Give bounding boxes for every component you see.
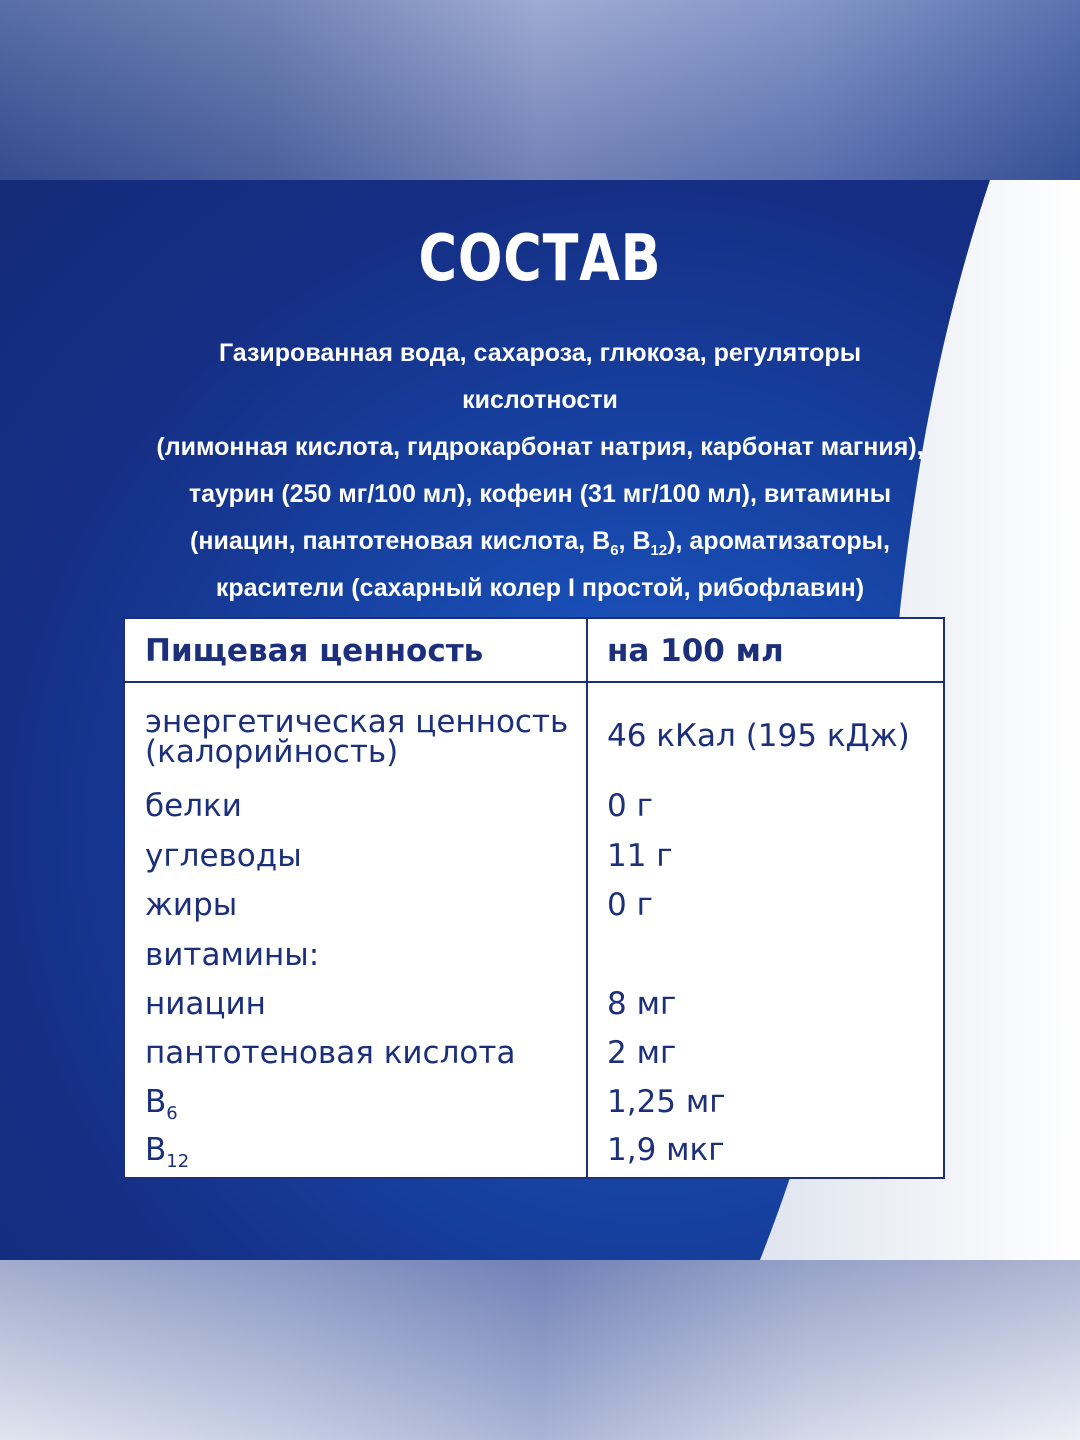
table-row-name: жиры bbox=[145, 887, 238, 923]
subscript: 12 bbox=[650, 542, 668, 559]
table-row-value: 1,9 мкг bbox=[607, 1132, 725, 1168]
table-row-name bbox=[145, 1132, 575, 1173]
ingredients-fragment: ), ароматизаторы, bbox=[667, 527, 890, 555]
table-row-name: витамины: bbox=[145, 937, 320, 973]
ingredients-fragment: (ниацин, пантотеновая кислота, B bbox=[190, 527, 611, 555]
ingredients-line: красители (сахарный колер I простой, рибофлавин) bbox=[215, 574, 865, 602]
subscript: 12 bbox=[166, 1151, 190, 1173]
table-row-value: 2 мг bbox=[607, 1035, 677, 1071]
subscript: 6 bbox=[610, 542, 619, 559]
table-row-value: 1,25 мг bbox=[607, 1084, 726, 1120]
table-row-value: 0 г bbox=[607, 788, 653, 824]
blurred-background-bottom bbox=[0, 1260, 1080, 1440]
table-row-value: 8 мг bbox=[607, 986, 677, 1022]
ingredients-line bbox=[150, 518, 930, 565]
ingredients-fragment: , B bbox=[618, 527, 651, 555]
nutrition-table bbox=[123, 617, 945, 1179]
table-divider bbox=[586, 619, 588, 1177]
ingredients-line: таурин (250 мг/100 мл), кофеин (31 мг/100 мл), витамины bbox=[188, 480, 892, 508]
table-row-name bbox=[145, 1084, 575, 1125]
vitamin-letter: B bbox=[145, 1132, 167, 1168]
subscript: 6 bbox=[166, 1103, 178, 1125]
table-header-name: Пищевая ценность bbox=[145, 633, 484, 669]
table-row-name: белки bbox=[145, 788, 242, 824]
composition-panel bbox=[0, 180, 1080, 1260]
table-divider bbox=[125, 681, 943, 683]
page-title: СОСТАВ bbox=[418, 222, 662, 296]
blurred-background-top bbox=[0, 0, 1080, 180]
table-row-name: ниацин bbox=[145, 986, 266, 1022]
ingredients-text bbox=[150, 330, 930, 612]
ingredients-line: Газированная вода, сахароза, глюкоза, регуляторы кислотности bbox=[218, 339, 862, 414]
table-row-name: углеводы bbox=[145, 838, 302, 874]
ingredients-line: (лимонная кислота, гидрокарбонат натрия, карбонат магния), bbox=[156, 433, 924, 461]
table-row-value: 0 г bbox=[607, 887, 653, 923]
table-row-name: пантотеновая кислота bbox=[145, 1035, 516, 1071]
table-row-value: 46 кКал (195 кДж) bbox=[607, 718, 910, 754]
vitamin-letter: B bbox=[145, 1084, 167, 1120]
table-row-value: 11 г bbox=[607, 838, 673, 874]
table-header-value: на 100 мл bbox=[607, 633, 784, 669]
table-row-name: энергетическая ценность (калорийность) bbox=[145, 704, 569, 770]
